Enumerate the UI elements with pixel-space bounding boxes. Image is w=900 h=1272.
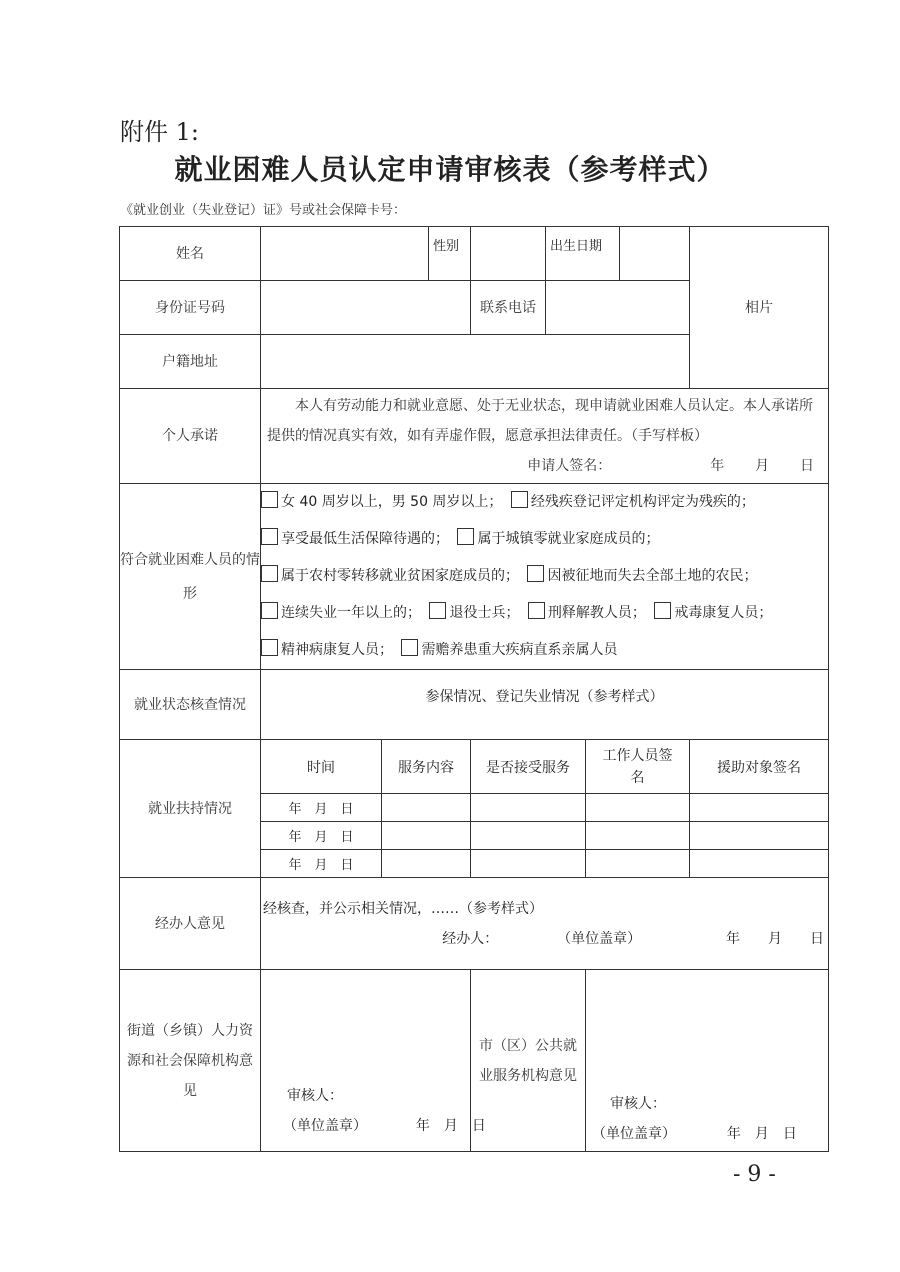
support-date-cell[interactable]: 年 月 日 <box>261 822 382 850</box>
pledge-label: 个人承诺 <box>120 389 261 484</box>
support-accepted-cell[interactable] <box>471 822 586 850</box>
support-accepted-cell[interactable] <box>471 850 586 878</box>
handler-date: 年 月 日 <box>726 930 825 947</box>
city-review-label: 市（区）公共就业服务机构意见 <box>471 970 586 1152</box>
street-review-block <box>261 1081 486 1141</box>
applicant-signature-label: 申请人签名： <box>527 458 612 474</box>
support-content-cell[interactable] <box>382 794 471 822</box>
city-date: 年 月 日 <box>726 1126 797 1142</box>
pledge-day: 日 <box>800 458 815 474</box>
street-review-label: 街道（乡镇）人力资源和社会保障机构意见 <box>120 970 261 1152</box>
support-recipient-cell[interactable] <box>690 794 829 822</box>
street-date: 年 月 日 <box>415 1118 486 1134</box>
city-seal: （单位盖章） <box>592 1126 676 1142</box>
pledge-cell <box>261 389 829 484</box>
page-number: - 9 - <box>733 1162 776 1187</box>
street-review-cell[interactable] <box>261 970 486 1152</box>
criteria-line <box>261 521 828 558</box>
employment-status-text: 参保情况、登记失业情况（参考样式） <box>425 689 664 705</box>
support-content-cell[interactable] <box>382 822 471 850</box>
city-seal-line <box>586 1119 828 1149</box>
support-accepted-cell[interactable] <box>471 794 586 822</box>
criteria-cell <box>261 484 829 670</box>
checkbox[interactable] <box>654 602 671 619</box>
handler-seal: （单位盖章） <box>557 930 642 947</box>
card-number-label: 《就业创业（失业登记）证》号或社会保障卡号： <box>120 203 407 218</box>
pledge-signature-line <box>267 451 822 481</box>
criteria-option: 经残疾登记评定机构评定为残疾的； <box>530 494 755 510</box>
birth-date-field[interactable] <box>620 227 690 281</box>
page-title: 就业困难人员认定申请审核表（参考样式） <box>174 153 726 186</box>
checkbox[interactable] <box>261 565 278 582</box>
photo-box[interactable]: 相片 <box>690 227 829 389</box>
support-recipient-cell[interactable] <box>690 850 829 878</box>
support-header-content: 服务内容 <box>382 740 471 794</box>
handler-signature-line <box>263 924 826 954</box>
attachment-label: 附件 1: <box>120 118 199 146</box>
support-header-time: 时间 <box>261 740 382 794</box>
criteria-line <box>261 632 828 669</box>
employment-status-label: 就业状态核查情况 <box>120 670 261 740</box>
pledge-text: 本人有劳动能力和就业意愿、处于无业状态，现申请就业困难人员认定。本人承诺所提供的情况真实有效，如有弄虚作假，愿意承担法律责任。（手写样板） <box>267 398 813 444</box>
support-date-cell[interactable]: 年 月 日 <box>261 850 382 878</box>
checkbox[interactable] <box>261 528 278 545</box>
checkbox[interactable] <box>528 602 545 619</box>
criteria-option: 需赡养患重大疾病直系亲属人员 <box>421 642 618 658</box>
criteria-line <box>261 484 828 521</box>
checkbox[interactable] <box>457 528 474 545</box>
id-number-label: 身份证号码 <box>120 281 261 335</box>
employment-status-cell[interactable] <box>261 670 829 740</box>
household-address-field[interactable] <box>261 335 690 389</box>
checkbox[interactable] <box>511 491 528 508</box>
handler-label: 经办人意见 <box>120 878 261 970</box>
phone-field[interactable] <box>546 281 690 335</box>
criteria-option: 连续失业一年以上的； <box>281 605 421 621</box>
criteria-option: 戒毒康复人员； <box>674 605 773 621</box>
criteria-option: 精神病康复人员； <box>281 642 393 658</box>
criteria-option: 属于城镇零就业家庭成员的； <box>477 531 660 547</box>
support-header-accepted: 是否接受服务 <box>471 740 586 794</box>
checkbox[interactable] <box>429 602 446 619</box>
checkbox[interactable] <box>261 602 278 619</box>
criteria-option: 刑释解教人员； <box>547 605 646 621</box>
id-number-field[interactable] <box>261 281 471 335</box>
street-seal-line <box>261 1111 486 1141</box>
street-seal: （单位盖章） <box>283 1118 367 1134</box>
city-review-cell[interactable] <box>586 970 829 1152</box>
handler-text: 经核查，并公示相关情况，……（参考样式） <box>263 900 543 917</box>
support-staff-cell[interactable] <box>586 850 690 878</box>
checkbox[interactable] <box>401 639 418 656</box>
support-header-recipient: 援助对象签名 <box>690 740 829 794</box>
criteria-label: 符合就业困难人员的情形 <box>120 484 261 670</box>
checkbox[interactable] <box>261 491 278 508</box>
support-label: 就业扶持情况 <box>120 740 261 878</box>
criteria-line <box>261 558 828 595</box>
criteria-option: 因被征地而失去全部土地的农民； <box>547 568 758 584</box>
criteria-option: 属于农村零转移就业贫困家庭成员的； <box>281 568 519 584</box>
checkbox[interactable] <box>527 565 544 582</box>
criteria-option: 女 40 周岁以上，男 50 周岁以上； <box>281 494 503 510</box>
handler-signature-label: 经办人： <box>442 930 499 947</box>
pledge-month: 月 <box>755 458 770 474</box>
support-date-cell[interactable]: 年 月 日 <box>261 794 382 822</box>
handler-cell[interactable] <box>261 878 829 970</box>
criteria-line <box>261 595 828 632</box>
birth-date-label: 出生日期 <box>546 227 620 281</box>
criteria-option: 享受最低生活保障待遇的； <box>281 531 449 547</box>
phone-label: 联系电话 <box>471 281 546 335</box>
support-staff-cell[interactable] <box>586 822 690 850</box>
city-reviewer-label: 审核人： <box>610 1096 666 1112</box>
application-form-table <box>119 226 829 1152</box>
city-review-block <box>586 1089 828 1149</box>
support-content-cell[interactable] <box>382 850 471 878</box>
checkbox[interactable] <box>261 639 278 656</box>
criteria-option: 退役士兵； <box>449 605 520 621</box>
support-recipient-cell[interactable] <box>690 822 829 850</box>
support-header-staff: 工作人员签名 <box>586 740 690 794</box>
name-field[interactable] <box>261 227 429 281</box>
name-label: 姓名 <box>120 227 261 281</box>
pledge-year: 年 <box>710 458 725 474</box>
gender-label: 性别 <box>429 227 471 281</box>
gender-field[interactable] <box>471 227 546 281</box>
household-address-label: 户籍地址 <box>120 335 261 389</box>
street-reviewer-label: 审核人： <box>287 1088 343 1104</box>
support-staff-cell[interactable] <box>586 794 690 822</box>
